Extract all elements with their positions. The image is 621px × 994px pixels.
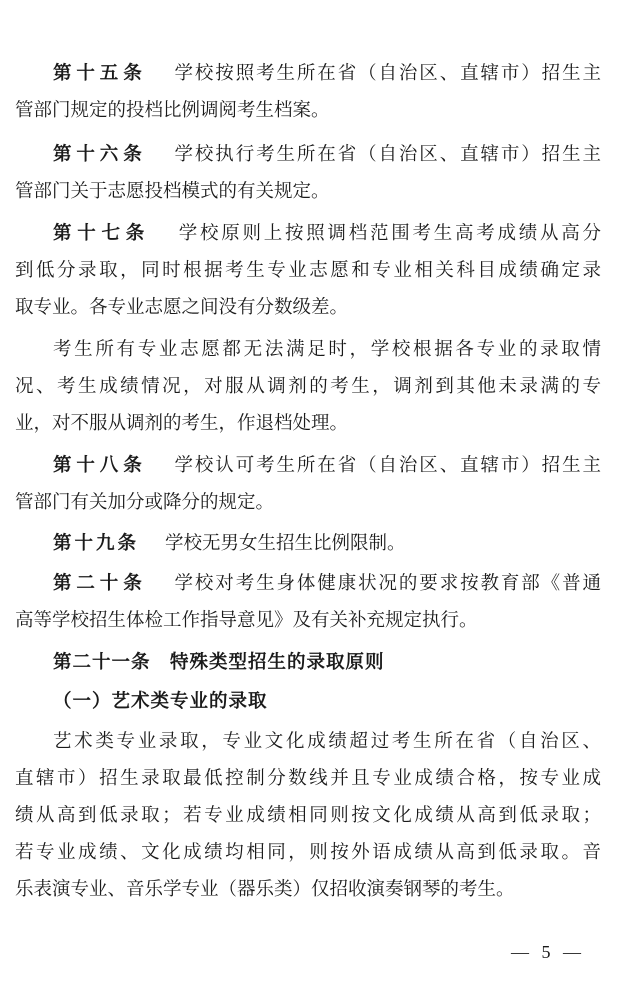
article-21-heading: 第二十一条 特殊类型招生的录取原则 <box>53 652 385 673</box>
article-15-text-1: 学校按照考生所在省（自治区、直辖市）招生主 <box>172 63 601 84</box>
page-number: — 5 — <box>511 942 585 962</box>
article-19-line-1 <box>53 532 601 556</box>
article-21-line-2: 直辖市）招生录取最低控制分数线并且专业成绩合格，按专业成 <box>15 768 601 789</box>
article-20-heading: 第二十条 <box>53 573 147 594</box>
article-16-heading: 第十六条 <box>53 144 147 165</box>
article-17-heading: 第十七条 <box>53 223 150 244</box>
article-16-line-1 <box>53 143 601 167</box>
article-17-paragraph-2-line-3: 业，对不服从调剂的考生，作退档处理。 <box>15 413 349 434</box>
article-21-subheading-arts: （一）艺术类专业的录取 <box>53 691 268 712</box>
article-16-line-2: 管部门关于志愿投档模式的有关规定。 <box>15 181 330 202</box>
article-19-text-1: 学校无男女生招生比例限制。 <box>165 533 406 554</box>
article-21-line-5: 乐表演专业、音乐学专业（器乐类）仅招收演奏钢琴的考生。 <box>15 879 515 900</box>
article-15-line-2: 管部门规定的投档比例调阅考生档案。 <box>15 100 330 121</box>
article-21-line-3: 绩从高到低录取；若专业成绩相同则按文化成绩从高到低录取； <box>15 805 601 826</box>
article-17-line-1 <box>53 222 601 246</box>
article-21-line-4: 若专业成绩、文化成绩均相同，则按外语成绩从高到低录取。音 <box>15 842 601 863</box>
article-16-text-1: 学校执行考生所在省（自治区、直辖市）招生主 <box>172 144 601 165</box>
article-20-line-2: 高等学校招生体检工作指导意见》及有关补充规定执行。 <box>15 610 478 631</box>
article-19-heading: 第十九条 <box>53 533 140 554</box>
article-18-line-2: 管部门有关加分或降分的规定。 <box>15 492 275 513</box>
article-15-heading: 第十五条 <box>53 63 147 84</box>
article-20-text-1: 学校对考生身体健康状况的要求按教育部《普通 <box>172 573 601 594</box>
article-20-line-1 <box>53 572 601 596</box>
article-17-line-3: 取专业。各专业志愿之间没有分数级差。 <box>15 297 349 318</box>
article-15-line-1 <box>53 62 601 86</box>
article-17-line-2: 到低分录取，同时根据考生专业志愿和专业相关科目成绩确定录 <box>15 260 601 281</box>
article-17-text-1: 学校原则上按照调档范围考生高考成绩从高分 <box>176 223 601 244</box>
article-17-paragraph-2-line-1: 考生所有专业志愿都无法满足时，学校根据各专业的录取情 <box>53 339 601 360</box>
article-17-paragraph-2-line-2: 况、考生成绩情况，对服从调剂的考生，调剂到其他未录满的专 <box>15 376 601 397</box>
article-18-line-1 <box>53 454 601 478</box>
article-18-text-1: 学校认可考生所在省（自治区、直辖市）招生主 <box>172 455 601 476</box>
article-18-heading: 第十八条 <box>53 455 147 476</box>
article-21-line-1: 艺术类专业录取，专业文化成绩超过考生所在省（自治区、 <box>53 731 601 752</box>
